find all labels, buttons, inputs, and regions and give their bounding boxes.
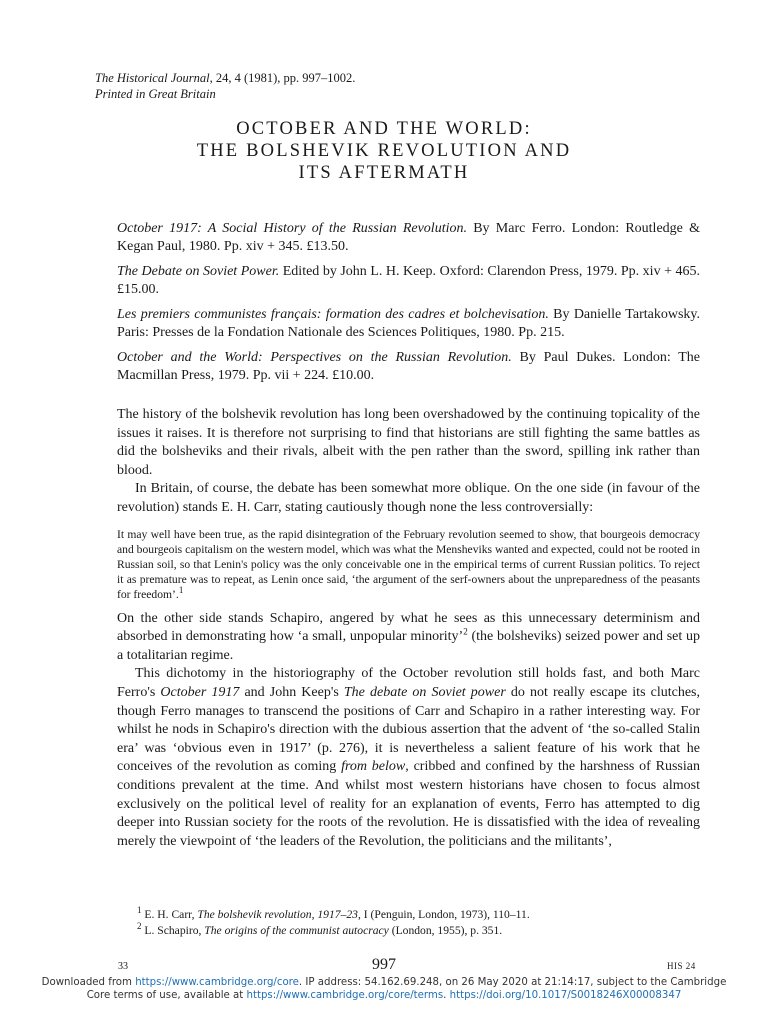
- footnote-1: [137, 907, 697, 923]
- article-title: [0, 118, 768, 184]
- book-reference: [117, 306, 700, 342]
- article-body: [117, 406, 700, 851]
- paragraph-4-italic-3: from below: [341, 759, 406, 775]
- doi-link[interactable]: https://doi.org/10.1017/S0018246X00008347: [449, 990, 682, 1001]
- reviewed-books: [117, 220, 700, 392]
- book-title: October and the World: Perspectives on the Russian Revolution.: [117, 350, 512, 365]
- book-title: Les premiers communistes français: formation des cadres et bolchevisation.: [117, 307, 549, 322]
- book-title: October 1917: A Social History of the Russian Revolution.: [117, 221, 467, 236]
- citation-details: , 24, 4 (1981), pp. 997–1002.: [209, 71, 356, 85]
- download-notice: [0, 976, 768, 1002]
- journal-citation: [95, 70, 355, 86]
- download-line-1: [0, 976, 768, 989]
- footnote-text: L. Schapiro,: [141, 924, 205, 937]
- paragraph-4-text-d: , cribbed and confined by the harshness of Russian conditions prevalent at the time. And whilst most western historians have chosen to focus almost exclusively on the political level of reality for an explanation of events, Ferro has attempted to dig deeper into Russian society for the roots of the revolution. He is dissatisfied with the idea of revealing merely the viewpoint of ‘the leaders of the Revolution, the politicians and the militants’,: [117, 759, 700, 849]
- block-quote: [117, 527, 700, 603]
- paragraph-4-italic-2: The debate on Soviet power: [343, 684, 506, 700]
- download-text: Core terms of use, available at: [86, 990, 247, 1001]
- book-title: The Debate on Soviet Power.: [117, 264, 280, 279]
- download-text: . IP address: 54.162.69.248, on 26 May 2020 at 21:14:17, subject to the Cambridge: [298, 977, 727, 988]
- paragraph-3-text-b: (the bolsheviks) seized power and set up a totalitarian regime.: [117, 629, 700, 663]
- printed-in: Printed in Great Britain: [95, 87, 216, 101]
- title-line-1: OCTOBER AND THE WORLD:: [236, 119, 532, 139]
- footnote-italic: The origins of the communist autocracy: [204, 924, 389, 937]
- footnote-italic: The bolshevik revolution, 1917–23: [197, 908, 358, 921]
- paragraph-4-text-b: and John Keep's: [239, 684, 344, 700]
- paragraph-3-text-a: On the other side stands Schapiro, angered by what he sees as this unnecessary determinism and absorbed in demonstrating how ‘a small, unpopular minority’: [117, 610, 700, 645]
- book-reference: [117, 220, 700, 256]
- paragraph-3: [117, 610, 700, 666]
- book-details: Edited by John L. H. Keep. Oxford: Clarendon Press, 1979. Pp. xiv + 465. £15.00.: [117, 264, 701, 297]
- book-reference: [117, 263, 700, 299]
- title-line-2: THE BOLSHEVIK REVOLUTION AND: [196, 141, 572, 161]
- footnote-ref-2: 2: [463, 626, 468, 637]
- page-number: 997: [372, 956, 396, 973]
- book-reference: [117, 349, 700, 385]
- download-text: Downloaded from: [41, 977, 136, 988]
- book-details: By Marc Ferro. London: Routledge & Kegan Paul, 1980. Pp. xiv + 345. £13.50.: [117, 221, 701, 254]
- journal-header: [95, 70, 355, 102]
- signature-number: 33: [118, 961, 128, 972]
- download-text: .: [443, 990, 450, 1001]
- title-line-3: ITS AFTERMATH: [298, 163, 470, 183]
- footnote-2: [137, 923, 697, 939]
- paragraph-2: In Britain, of course, the debate has been somewhat more oblique. On the one side (in favour of the revolution) stands E. H. Carr, stating cautiously though none the less controversially:: [117, 481, 700, 515]
- paragraph-4-italic-1: October 1917: [160, 684, 240, 700]
- cambridge-core-link[interactable]: https://www.cambridge.org/core: [135, 977, 299, 988]
- quote-text: It may well have been true, as the rapid disintegration of the February revolution seemed to show, that bourgeois democracy and bourgeois capitalism on the western model, which was what the Mensheviks wanted and expected, could not be rooted in Russian soil, so that Lenin's policy was the only conceivable one in the empirical terms of current Russian politics. To reject it as premature was to repeat, as Lenin once said, ‘the argument of the serf-owners about the unpreparedness of the peasants for freedom’.: [117, 527, 700, 602]
- paragraph-1: The history of the bolshevik revolution has long been overshadowed by the continuing topicality of the issues it raises. It is therefore not surprising to find that historians are still fighting the same battles as did the bolsheviks and their rivals, albeit with the pen rather than the sword, spilling ink rather than blood.: [117, 407, 700, 478]
- footnote-text: (London, 1955), p. 351.: [388, 924, 503, 937]
- download-line-2: [0, 989, 768, 1002]
- footnote-text: E. H. Carr,: [141, 908, 198, 921]
- book-details: By Paul Dukes. London: The Macmillan Press, 1979. Pp. vii + 224. £10.00.: [117, 350, 700, 383]
- footnote-number: 2: [137, 921, 142, 932]
- terms-link[interactable]: https://www.cambridge.org/core/terms: [246, 990, 444, 1001]
- footnotes: [137, 907, 697, 939]
- paragraph-4-text-a: This dichotomy in the historiography of the October revolution still holds fast, and both Marc Ferro's: [117, 666, 700, 700]
- footnote-text: , I (Penguin, London, 1973), 110–11.: [357, 908, 530, 921]
- journal-name: The Historical Journal: [95, 71, 210, 85]
- footnote-number: 1: [137, 905, 142, 916]
- paragraph-4-text-c: do not really escape its clutches, though Ferro manages to transcend the positions of Carr and Schapiro in a rather interesting way. For whilst he nods in Schapiro's direction with the dubious assertion that the advent of ‘the so-called Stalin era’ was ‘obvious even in 1917’ (p. 276), it is nevertheless a salient feature of his work that he conceives of the revolution as coming: [117, 684, 700, 775]
- journal-signature: HIS 24: [667, 961, 696, 971]
- footnote-ref-1: 1: [178, 585, 184, 596]
- book-details: By Danielle Tartakowsky. Paris: Presses de la Fondation Nationale des Sciences Politiques, 1980. Pp. 215.: [117, 307, 700, 340]
- paragraph-4: [117, 665, 700, 851]
